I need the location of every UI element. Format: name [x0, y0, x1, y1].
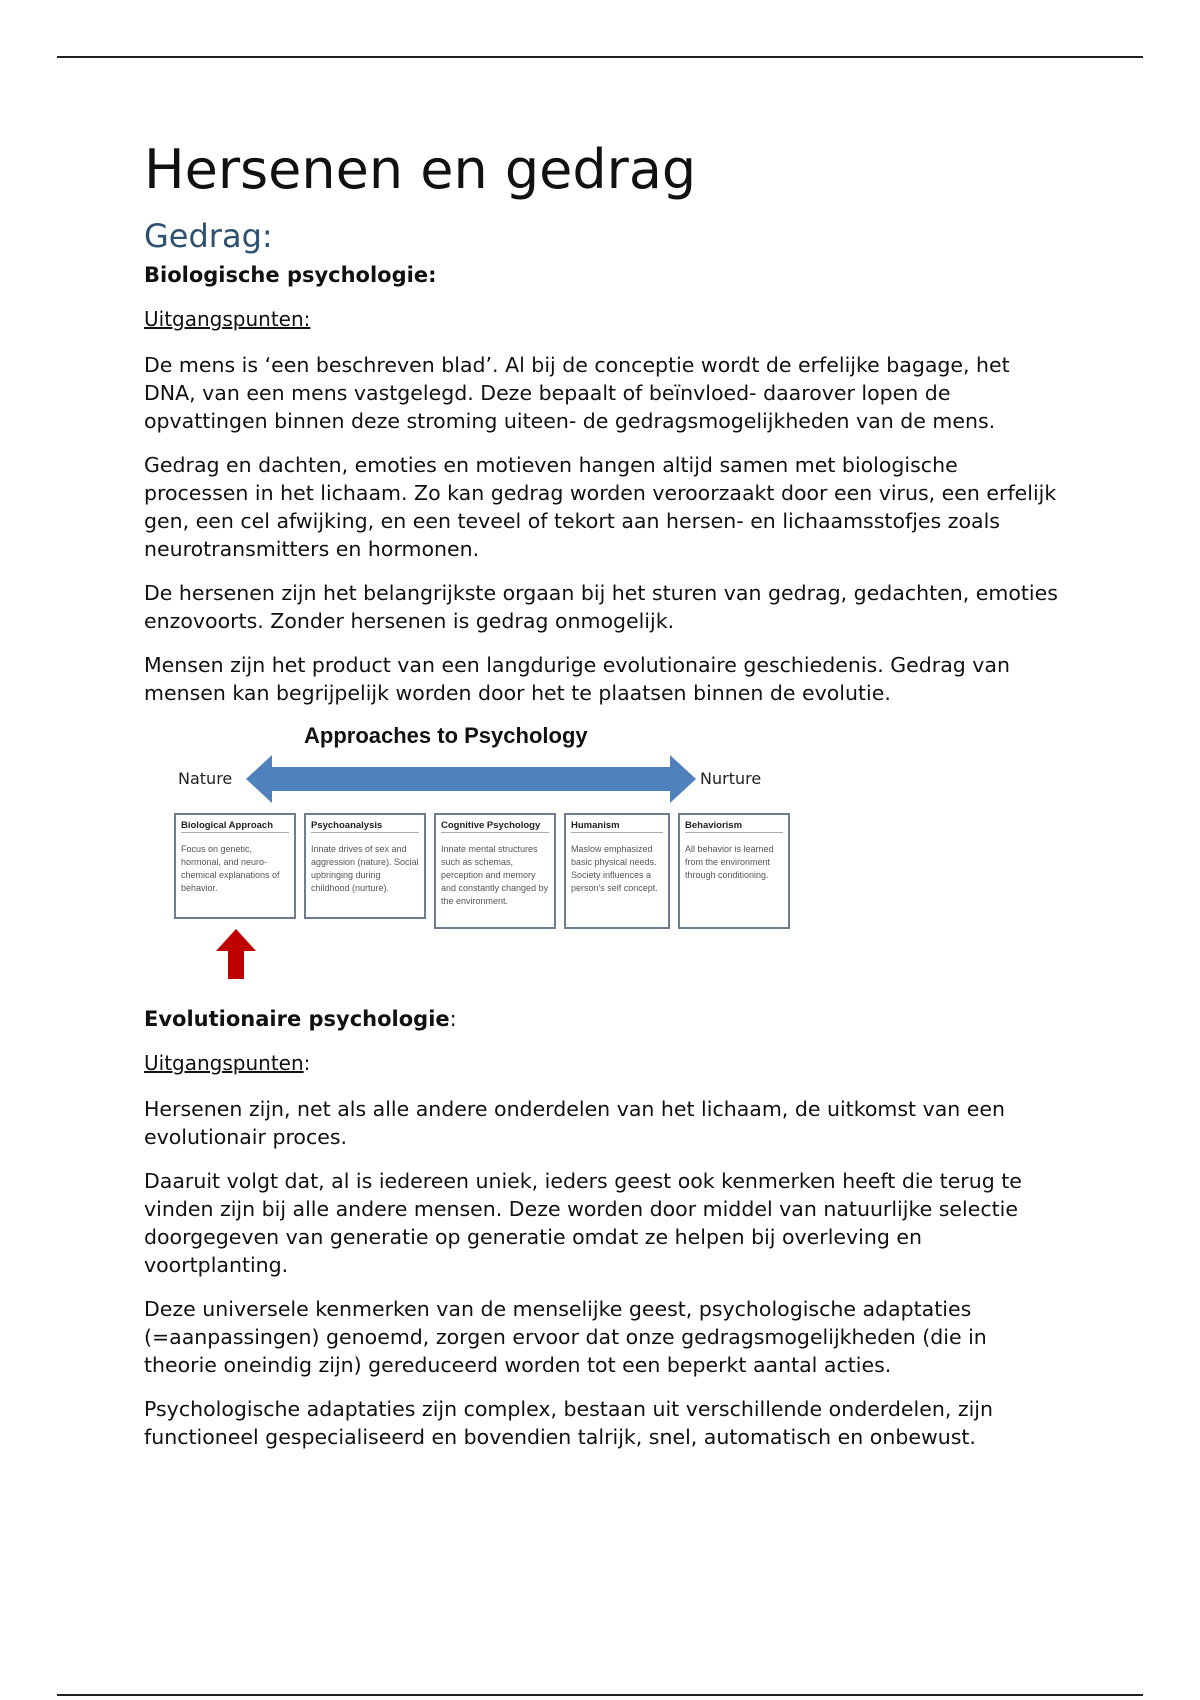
box-psychoanalysis: Psychoanalysis Innate drives of sex and aggression (nature). Social upbringing during childhood (nurture).	[304, 813, 426, 919]
double-arrow-icon	[246, 755, 696, 803]
box-cognitive: Cognitive Psychology Innate mental structures such as schemas, perception and memory and constantly changed by the environment.	[434, 813, 556, 929]
bio-paragraph-2: Gedrag en dachten, emoties en motieven hangen altijd samen met biologische processen in het lichaam. Zo kan gedrag worden veroorzaakt door een virus, een erfelijk gen, een cel afwijking, en een teveel of tekort aan hersen- en lichaamsstofjes zoals neurotransmitters en hormonen.	[144, 453, 1057, 562]
page-title: Hersenen en gedrag	[144, 138, 697, 201]
box-behaviorism: Behaviorism All behavior is learned from the environment through conditioning.	[678, 813, 790, 929]
box-biological: Biological Approach Focus on genetic, hormonal, and neuro-chemical explanations of behavior.	[174, 813, 296, 919]
evo-paragraph-3: Deze universele kenmerken van de menselijke geest, psychologische adaptaties (=aanpassingen) genoemd, zorgen ervoor dat onze gedragsmogelijkheden (die in theorie oneindig zijn) gereduceerd worden tot een beperkt aantal acties.	[144, 1297, 987, 1378]
evo-paragraph-2: Daaruit volgt dat, al is iedereen uniek, ieders geest ook kenmerken heeft die terug te vinden zijn bij alle andere mensen. Deze worden door middel van natuurlijke selectie doorgegeven van generatie op generatie omdat ze helpen bij overleving en voortplanting.	[144, 1169, 1022, 1278]
evo-heading: Evolutionaire psychologie:	[144, 1007, 457, 1032]
document-body	[144, 138, 1064, 1467]
approaches-figure	[144, 723, 804, 993]
evo-subheading: Uitgangspunten:	[144, 1051, 311, 1076]
nature-label: Nature	[178, 769, 233, 789]
bio-paragraph-1: De mens is ‘een beschreven blad’. Al bij de conceptie wordt de erfelijke bagage, het DNA, van een mens vastgelegd. Deze bepaalt of beïnvloed- daarover lopen de opvattingen binnen deze stroming uiteen- de gedragsmogelijkheden van de mens.	[144, 353, 1010, 434]
bio-subheading: Uitgangspunten:	[144, 307, 311, 332]
section-heading: Gedrag:	[144, 216, 273, 255]
box-humanism: Humanism Maslow emphasized basic physical needs. Society influences a person's self concept.	[564, 813, 670, 929]
up-arrow-icon	[216, 929, 256, 979]
bio-paragraph-3: De hersenen zijn het belangrijkste orgaan bij het sturen van gedrag, gedachten, emoties enzovoorts. Zonder hersenen is gedrag onmogelijk.	[144, 581, 1058, 634]
nurture-label: Nurture	[700, 769, 762, 789]
figure-title: Approaches to Psychology	[304, 723, 588, 749]
bio-paragraph-4: Mensen zijn het product van een langdurige evolutionaire geschiedenis. Gedrag van mensen kan begrijpelijk worden door het te plaatsen binnen de evolutie.	[144, 653, 1010, 706]
bio-heading: Biologische psychologie:	[144, 263, 437, 288]
header-rule	[57, 56, 1143, 58]
evo-paragraph-4: Psychologische adaptaties zijn complex, bestaan uit verschillende onderdelen, zijn functioneel gespecialiseerd en bovendien talrijk, snel, automatisch en onbewust.	[144, 1397, 993, 1450]
evo-paragraph-1: Hersenen zijn, net als alle andere onderdelen van het lichaam, de uitkomst van een evolutionair proces.	[144, 1097, 1006, 1150]
footer-rule	[57, 1694, 1143, 1696]
